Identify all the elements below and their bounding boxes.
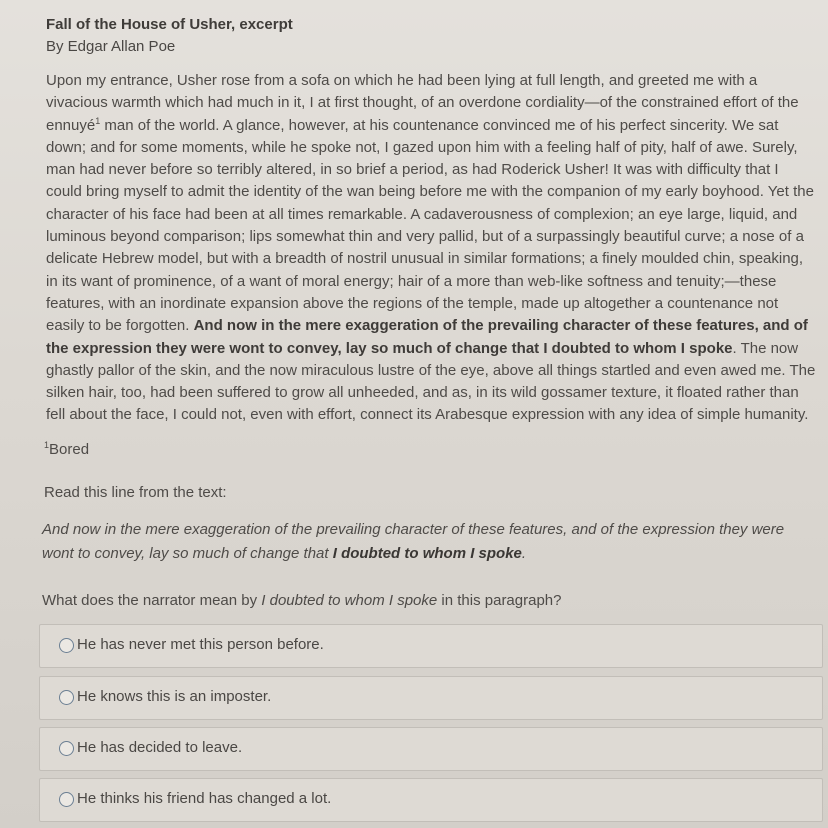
question-text (42, 592, 561, 609)
radio-button-icon[interactable] (59, 690, 74, 705)
quote-bold: I doubted to whom I spoke (332, 545, 522, 562)
footnote (44, 440, 89, 458)
question-before: What does the narrator mean by (42, 592, 262, 609)
answer-choice-4[interactable] (39, 778, 823, 822)
radio-button-icon[interactable] (59, 792, 74, 807)
footnote-text: Bored (49, 441, 90, 458)
passage-part-2: man of the world. A glance, however, at his countenance convinced me of his perfect sincerity. We sat down; and for some moments, while he spoke not, I gazed upon him with a feeling half of pity, half of awe. Surely, man had never before so terribly altered, in so brief a period, as had Roderick Usher! It was with difficulty that I could bring myself to admit the identity of the wan being before me with the companion of my early boyhood. Yet the character of his face had been at all times remarkable. A cadaverousness of complexion; an eye large, liquid, and luminous beyond comparison; lips somewhat thin and very pallid, but of a surpassingly beautiful curve; a nose of a delicate Hebrew model, but with a breadth of nostril unusual in similar formations; a finely moulded chin, speaking, in its want of prominence, of a want of moral energy; hair of a more than web-like softness and tenuity;—these features, with an inordinate expansion above the regions of the temple, made up altogether a countenance not easily to be forgotten. (46, 116, 814, 335)
passage-text (46, 70, 816, 427)
passage-part-3: . The now ghastly pallor of the skin, and the now miraculous lustre of the eye, above all things startled and even awed me. The silken hair, too, had been suffered to grow all unheeded, and as, in its wild gossamer texture, it floated rather than fell about the face, I could not, even with effort, connect its Arabesque expression with any idea of simple humanity. (46, 339, 816, 424)
radio-button-icon[interactable] (59, 741, 74, 756)
quote-end: . (521, 545, 527, 562)
passage-title: Fall of the House of Usher, excerpt (46, 16, 293, 33)
answer-choice-label: He thinks his friend has changed a lot. (77, 790, 332, 807)
question-after: in this paragraph? (437, 592, 562, 609)
footnote-marker: 1 (95, 115, 101, 126)
radio-button-icon[interactable] (59, 638, 74, 653)
answer-choice-label: He knows this is an imposter. (77, 688, 272, 705)
quote-text: And now in the mere exaggeration of the prevailing character of these features, and of the expression they were wont to convey, lay so much of change that (42, 521, 785, 562)
passage-part-1: Upon my entrance, Usher rose from a sofa on which he had been lying at full length, and greeted me with a vivacious warmth which had much in it, I at first thought, of an overdone cordiality—of the constrained effort of the ennuyé (46, 72, 799, 134)
answer-choice-1[interactable] (39, 624, 823, 668)
question-italic: I doubted to whom I spoke (261, 592, 438, 609)
answer-choice-2[interactable] (39, 676, 823, 720)
prompt-text: Read this line from the text: (44, 484, 227, 501)
answer-choice-3[interactable] (39, 727, 823, 771)
quoted-line (42, 518, 812, 566)
passage-bold-sentence: And now in the mere exaggeration of the prevailing character of these features, and of the expression they were wont to convey, lay so much of change that I doubted to whom I spoke (46, 317, 808, 357)
answer-choice-label: He has decided to leave. (77, 739, 243, 756)
passage-author: By Edgar Allan Poe (46, 38, 176, 55)
footnote-number: 1 (44, 440, 50, 450)
answer-choice-label: He has never met this person before. (77, 636, 324, 653)
